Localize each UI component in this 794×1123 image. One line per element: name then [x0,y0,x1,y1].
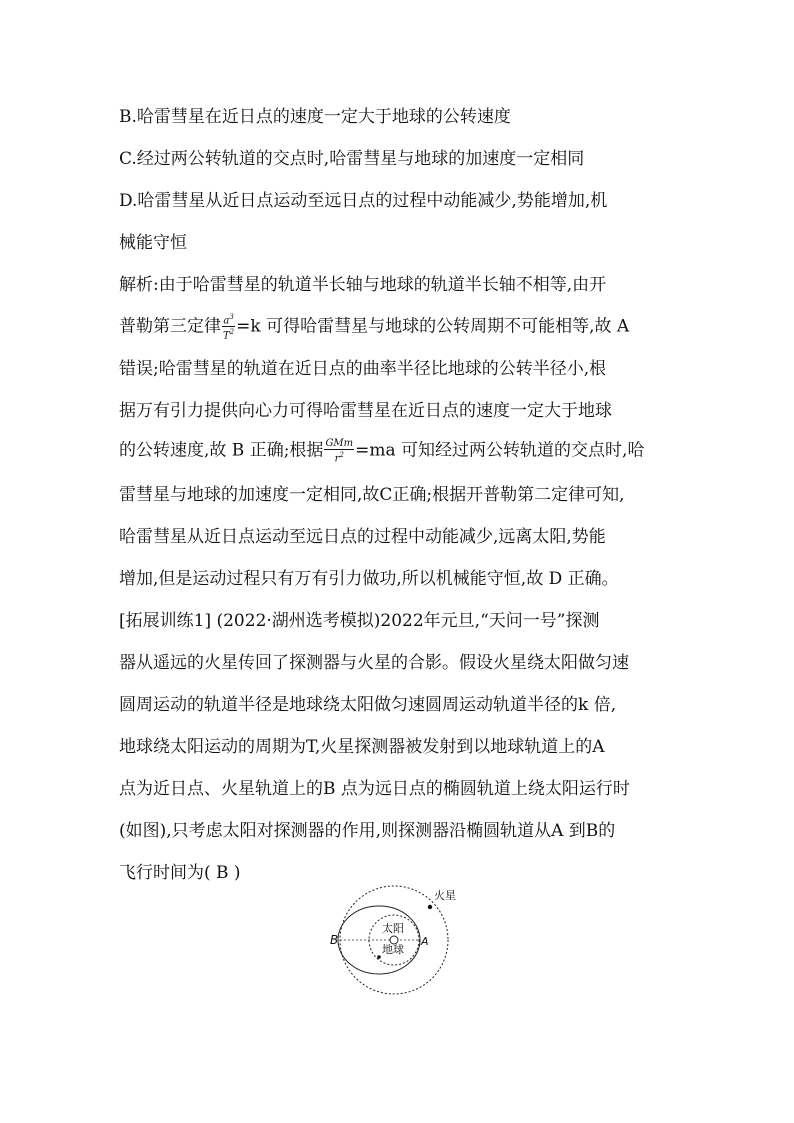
gravity-denominator-exponent: 2 [339,451,344,459]
transfer-ellipse [338,906,420,974]
exercise-line-6: (如图),只考虑太阳对探测器的作用,则探测器沿椭圆轨道从A 到B的 [119,821,616,841]
mars-point [428,905,432,909]
earth-point [377,955,381,959]
mars-label: 火星 [434,889,456,902]
point-a-label: A [421,935,429,948]
exercise-line-5: 点为近日点、火星轨道上的B 点为远日点的椭圆轨道上绕太阳运行时 [119,779,630,799]
analysis-text: =k 可得哈雷彗星与地球的公转周期不可能相等,故 A [236,316,630,337]
analysis-text: =ma 可知经过两公转轨道的交点时,哈 [355,440,645,461]
analysis-text: 的公转速度,故 B 正确;根据 [119,440,324,461]
kepler-numerator: a [223,315,230,327]
kepler-denominator-exponent: 2 [229,328,235,337]
kepler-numerator-exponent: 3 [229,313,234,321]
sun-label: 太阳 [382,922,404,935]
analysis-line-8: 增加,但是运动过程只有万有引力做功,所以机械能守恒,故 D 正确。 [119,569,619,589]
gravity-fraction [324,438,354,464]
analysis-line-5 [119,438,644,464]
exercise-line-4: 地球绕太阳运动的周期为T,火星探测器被发射到以地球轨道上的A [119,737,605,757]
exercise-line-7: 飞行时间为( B ) [119,863,241,883]
option-c: C.经过两公转轨道的交点时,哈雷彗星与地球的加速度一定相同 [119,149,585,169]
analysis-line-4: 据万有引力提供向心力可得哈雷彗星在近日点的速度一定大于地球 [119,401,612,421]
kepler-denominator: T [223,330,230,342]
analysis-line-3: 错误;哈雷彗星的轨道在近日点的曲率半径比地球的公转半径小,根 [119,359,607,379]
analysis-line-6: 雷彗星与地球的加速度一定相同,故C正确;根据开普勒第二定律可知, [119,485,625,505]
orbit-diagram [320,885,470,1010]
exercise-line-3: 圆周运动的轨道半径是地球绕太阳做匀速圆周运动轨道半径的k 倍, [119,695,617,715]
option-b: B.哈雷彗星在近日点的速度一定大于地球的公转速度 [119,107,511,127]
gravity-denominator: r [334,453,340,465]
analysis-line-2 [119,312,629,342]
exercise-line-1: [拓展训练1] (2022·湖州选考模拟)2022年元旦,“天问一号”探测 [119,611,600,631]
option-d: D.哈雷彗星从近日点运动至远日点的过程中动能减少,势能增加,机 [119,191,608,211]
earth-label: 地球 [382,943,404,956]
point-b-label: B [330,933,339,947]
option-d-continued: 械能守恒 [119,233,187,253]
analysis-line-7: 哈雷彗星从近日点运动至远日点的过程中动能减少,远离太阳,势能 [119,527,606,547]
gravity-numerator: GMm [325,438,354,449]
analysis-line-1: 解析:由于哈雷彗星的轨道半长轴与地球的轨道半长轴不相等,由开 [119,275,607,295]
exercise-line-2: 器从遥远的火星传回了探测器与火星的合影。假设火星绕太阳做匀速 [119,653,629,673]
kepler-third-law-fraction [222,312,235,342]
analysis-text: 普勒第三定律 [119,316,221,337]
